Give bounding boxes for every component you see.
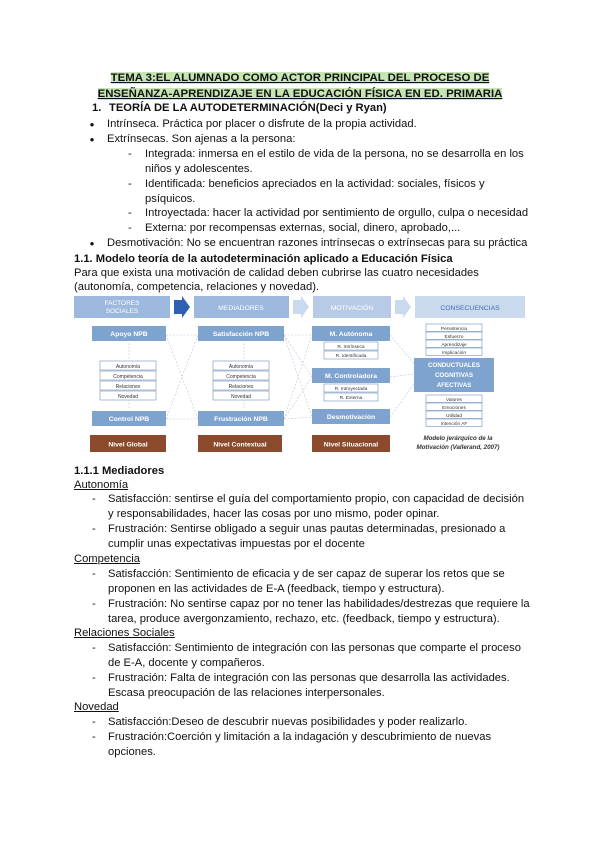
need-left-relaciones: Relaciones — [115, 384, 141, 390]
section-1-1-heading: 1.1. Modelo teoría de la autodeterminación aplicado a Educación Física — [74, 253, 453, 265]
conseq-valores: Valores — [446, 398, 462, 403]
m-controladora-text: M. Controladora — [324, 373, 378, 380]
r-externa: R. Externa — [339, 396, 363, 401]
autonomia-frustracion-l2: cumplir unas expectativas impuestas por el docente — [108, 538, 365, 550]
dash-icon: - — [92, 493, 96, 505]
conseq-conductuales: CONDUCTUALES — [428, 362, 480, 369]
competencia-satisfaccion-l2: proponen en las actividades de E-A (feedback, tiempo y estructura). — [108, 583, 445, 595]
need-mid-novedad: Novedad — [230, 394, 252, 400]
sub-identificada-l2: psíquicos. — [145, 193, 196, 205]
conseq-implicacion: Implicación — [442, 351, 466, 356]
relaciones-satisfaccion-l1: Satisfacción: Sentimiento de integración con las personas que comparte el proceso — [108, 642, 521, 654]
need-left-autonomia: Autonomía — [115, 364, 141, 370]
title-line-1: TEMA 3:EL ALUMNADO COMO ACTOR PRINCIPAL DEL PROCESO DE — [110, 72, 490, 84]
sub-externa: Externa: por recompensas externas, social, dinero, aprobado,... — [145, 222, 461, 234]
novedad-satisfaccion: Satisfacción:Deseo de descubrir nuevas posibilidades y poder realizarlo. — [108, 716, 468, 728]
sub-introyectada: Introyectada: hacer la actividad por sentimiento de orgullo, culpa o necesidad — [145, 207, 529, 219]
header-consecuencias-text: CONSECUENCIAS — [440, 305, 500, 312]
need-left-novedad: Novedad — [117, 394, 139, 400]
r-identificada: R. Identificada — [335, 354, 367, 359]
desmotivacion-text: Desmotivación — [326, 414, 376, 421]
dash-icon: - — [92, 598, 96, 610]
level-global-text: Nivel Global — [108, 441, 148, 449]
dash-icon: - — [92, 731, 96, 743]
relaciones-frustracion-l2: Escasa preocupación de las relaciones interpersonales. — [108, 687, 385, 699]
conseq-afectivas: AFECTIVAS — [436, 382, 472, 389]
satisfaccion-npb-text: Satisfacción NPB — [212, 331, 270, 338]
bullet-icon: ● — [89, 135, 95, 144]
bullet-desmotivacion: Desmotivación: No se encuentran razones intrínsecas o extrínsecas para su práctica — [107, 237, 528, 249]
level-contextual-text: Nivel Contextual — [213, 441, 267, 449]
needs-mid-group — [213, 361, 269, 400]
control-npb-text: Control NPB — [108, 416, 150, 423]
autonomia-frustracion-l1: Frustración: Sentirse obligado a seguir unas pautas determinadas, presionado a — [108, 523, 506, 535]
group-competencia-title: Competencia — [74, 553, 140, 565]
header-arrow-2 — [293, 296, 309, 318]
apoyo-npb-text: Apoyo NPB — [110, 331, 148, 338]
header-arrow-1 — [174, 296, 190, 318]
level-situacional-text: Nivel Situacional — [323, 441, 379, 449]
need-mid-competencia: Competencia — [226, 374, 256, 380]
motivation-model-figure — [74, 293, 526, 455]
sub-integrada-l1: Integrada: inmersa en el estilo de vida de la persona, no se desarrolla en los — [145, 148, 524, 160]
competencia-frustracion-l2: tarea, produce avergonzamiento, rechazo, etc. (feedback, tiempo y estructura). — [108, 613, 500, 625]
consequences-bottom-group — [426, 395, 482, 427]
header-mediadores-text: MEDIADORES — [218, 305, 264, 312]
dash-icon: - — [92, 642, 96, 654]
need-left-competencia: Competencia — [113, 374, 143, 380]
title-line-2: ENSEÑANZA-APRENDIZAJE EN LA EDUCACIÓN FÍSICA EN ED. PRIMARIA — [97, 88, 503, 100]
conseq-intencion-af: Intención AF — [440, 422, 468, 427]
figure-caption-l1: Modelo jerárquico de la — [423, 435, 493, 442]
group-relaciones-title: Relaciones Sociales — [74, 627, 175, 639]
frustracion-npb-text: Frustración NPB — [214, 416, 268, 423]
r-introyectada: R. Introyectada — [334, 387, 368, 392]
header-arrow-3 — [395, 296, 411, 318]
dash-icon: - — [128, 178, 132, 190]
dash-icon: - — [128, 148, 132, 160]
sub-integrada-l2: niños y adolescentes. — [145, 163, 253, 175]
bullet-icon: ● — [89, 120, 95, 129]
competencia-frustracion-l1: Frustración: No sentirse capaz por no tener las habilidades/destrezas que requiere la — [108, 598, 530, 610]
relaciones-frustracion-l1: Frustración: Falta de integración con las personas que desarrolla las actividades. — [108, 672, 510, 684]
relaciones-satisfaccion-l2: de E-A, docente y compañeros. — [108, 657, 265, 669]
header-factores-text-2: SOCIALES — [105, 308, 139, 315]
conseq-persistencia: Persistencia — [440, 327, 468, 332]
bullet-extrinsecas: Extrínsecas. Son ajenas a la persona: — [107, 133, 296, 145]
group-novedad-title: Novedad — [74, 701, 119, 713]
bullet-intrinseca: Intrínseca. Práctica por placer o disfrute de la propia actividad. — [107, 118, 417, 130]
novedad-frustracion-l2: opciones. — [108, 746, 156, 758]
section-1-number: 1. — [92, 102, 102, 114]
document-title — [80, 70, 520, 102]
dash-icon: - — [92, 568, 96, 580]
autonomia-satisfaccion-l1: Satisfacción: sentirse el guía del comportamiento propio, con capacidad de decisión — [108, 493, 525, 505]
competencia-satisfaccion-l1: Satisfacción: Sentimiento de eficacia y de ser capaz de superar los retos que se — [108, 568, 505, 580]
conseq-esfuerzo: Esfuerzo — [444, 335, 464, 340]
need-mid-autonomia: Autonomía — [228, 364, 254, 370]
need-mid-relaciones: Relaciones — [228, 384, 254, 390]
section-1-1-intro-l2: (autonomía, competencia, relaciones y novedad). — [74, 281, 320, 293]
conseq-aprendizaje: Aprendizaje — [441, 343, 467, 348]
consequences-top-group — [426, 324, 482, 356]
conseq-cognitivas: COGNITIVAS — [434, 372, 474, 379]
dash-icon: - — [92, 716, 96, 728]
header-factores-text: FACTORES — [104, 300, 140, 307]
m-autonoma-text: M. Autónoma — [329, 331, 373, 338]
section-1-1-intro-l1: Para que exista una motivación de calidad deben cubrirse las cuatro necesidades — [74, 267, 479, 279]
section-1-1-1-heading: 1.1.1 Mediadores — [74, 465, 165, 477]
header-motivacion-text: MOTIVACIÓN — [330, 305, 374, 312]
conseq-emociones: Emociones — [442, 406, 466, 411]
r-intrinseca: R. Intrínseca — [337, 345, 365, 350]
conseq-utilidad: Utilidad — [446, 414, 462, 419]
dash-icon: - — [92, 672, 96, 684]
needs-left-group — [100, 361, 156, 400]
dash-icon: - — [128, 222, 132, 234]
novedad-frustracion-l1: Frustración:Coerción y limitación a la indagación y descubrimiento de nuevas — [108, 731, 492, 743]
sub-identificada-l1: Identificada: beneficios apreciados en la actividad: sociales, físicos y — [145, 178, 485, 190]
section-1-heading: TEORÍA DE LA AUTODETERMINACIÓN(Deci y Ryan) — [109, 102, 387, 114]
dash-icon: - — [92, 523, 96, 535]
autonomia-satisfaccion-l2: y responsabilidades, hacer las cosas por uno mismo, poder opinar. — [108, 508, 440, 520]
dash-icon: - — [128, 207, 132, 219]
group-autonomia-title: Autonomía — [74, 479, 129, 491]
figure-caption-l2: Motivación (Vallerand, 2007) — [416, 444, 500, 451]
bullet-icon: ● — [89, 239, 95, 248]
